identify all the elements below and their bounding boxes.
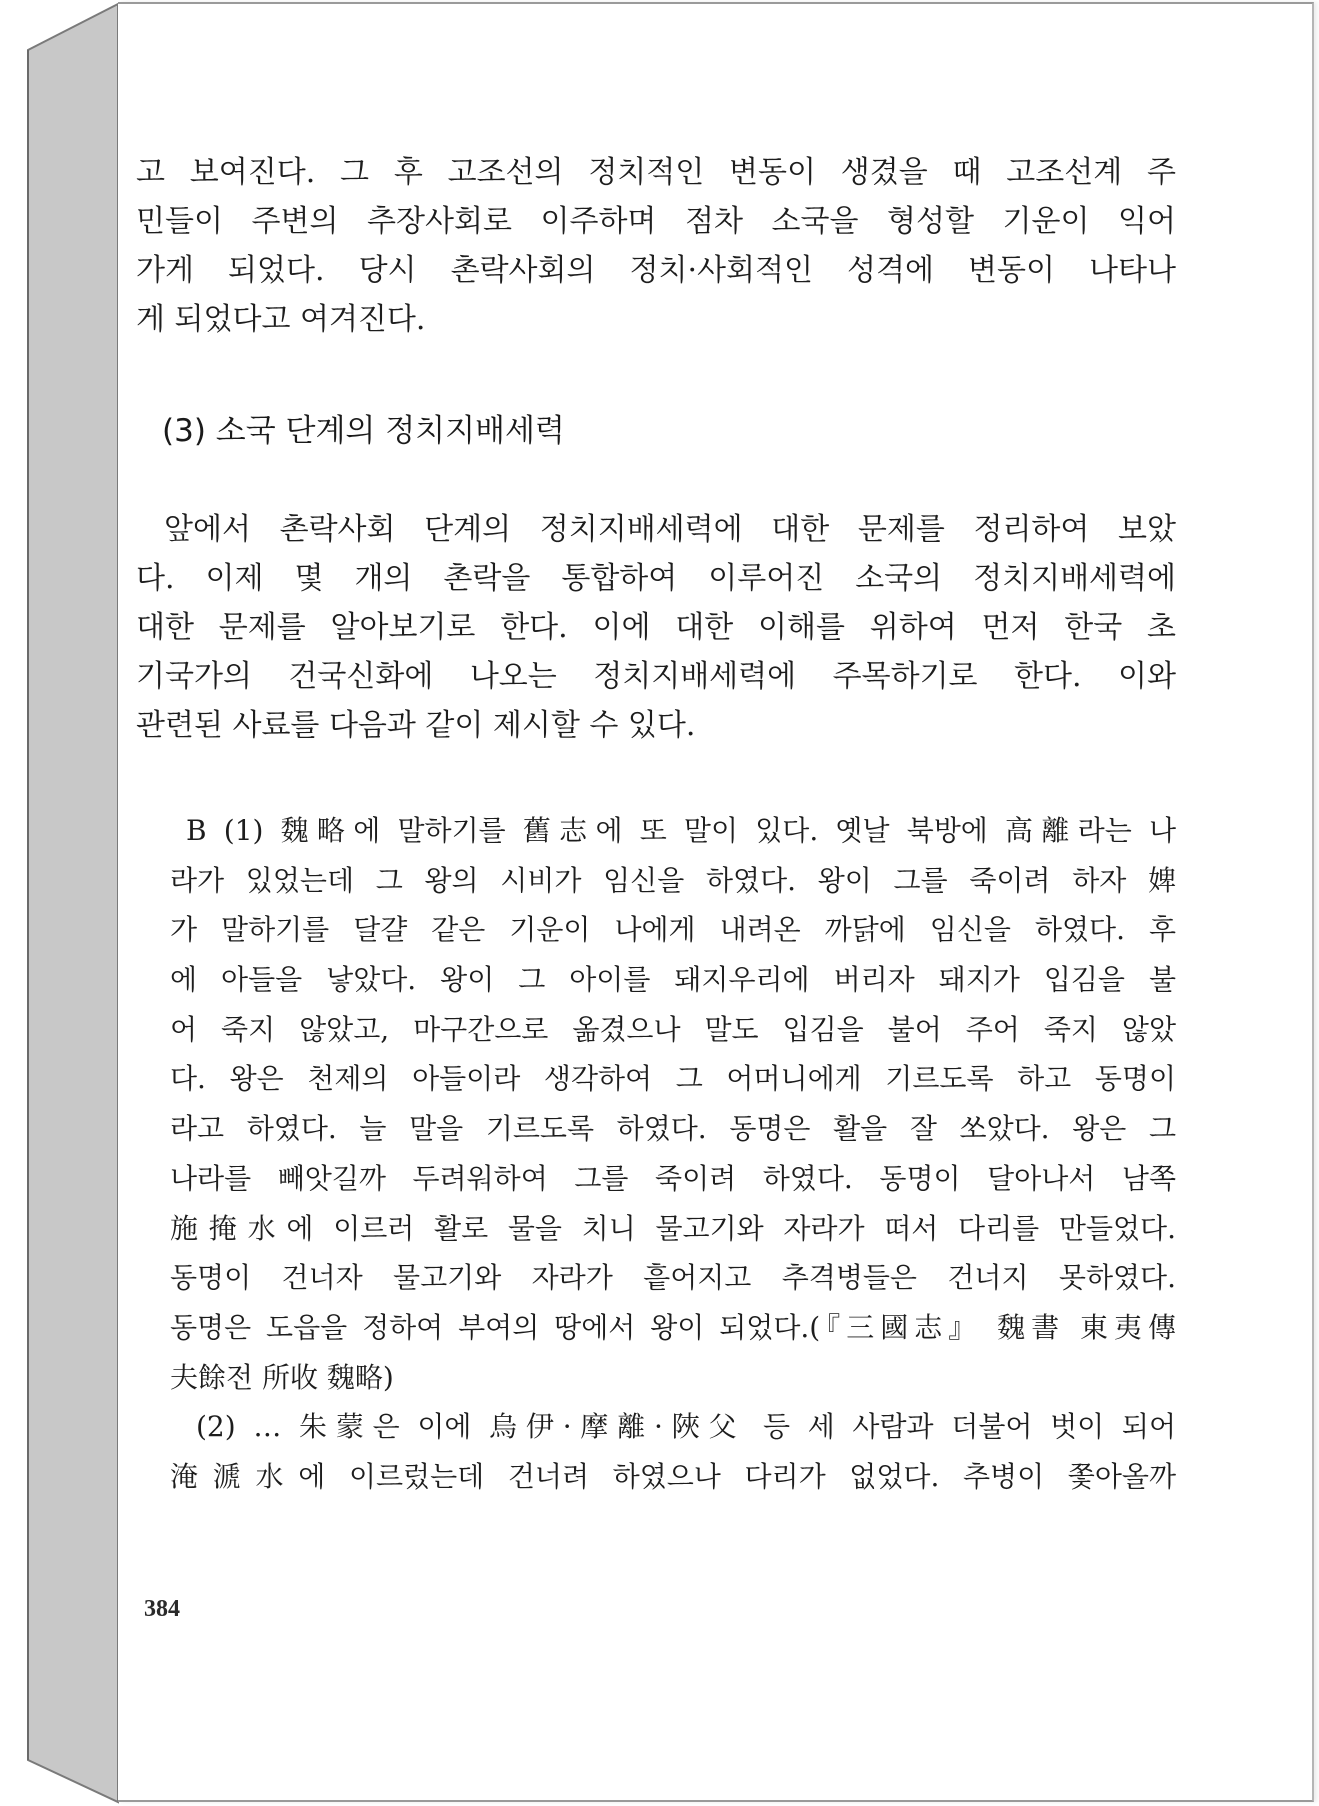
quote-line: 施掩水에 이르러 활로 물을 치니 물고기와 자라가 떠서 다리를 만들었다. [170, 1211, 1176, 1245]
intro-paragraph [136, 148, 1176, 344]
quote-line: 다. 왕은 천제의 아들이라 생각하여 그 어머니에게 기르도록 하고 동명이 [170, 1062, 1176, 1096]
book-spine [0, 0, 130, 1806]
text-line: 고 보여진다. 그 후 고조선의 정치적인 변동이 생겼을 때 고조선계 주 [136, 155, 1176, 190]
quote-line: B (1) 魏略에 말하기를 舊志에 또 말이 있다. 옛날 북방에 高離라는 나 [186, 814, 1176, 847]
quote-line: 동명은 도읍을 정하여 부여의 땅에서 왕이 되었다.(『三國志』 魏書 東夷傳 [170, 1310, 1176, 1344]
text-line: 관련된 사료를 다음과 같이 제시할 수 있다. [136, 708, 696, 743]
quote-line: 어 죽지 않았고, 마구간으로 옮겼으나 말도 입김을 불어 주어 죽지 않았 [170, 1012, 1176, 1046]
text-line: 게 되었다고 여겨진다. [136, 302, 426, 337]
body-paragraph [136, 505, 1176, 750]
text-line: 다. 이제 몇 개의 촌락을 통합하여 이루어진 소국의 정치지배세력에 [136, 561, 1176, 596]
quote-line: (2) … 朱蒙은 이에 烏伊·摩離·陜父 등 세 사람과 더불어 벗이 되어 [196, 1410, 1176, 1444]
quote-line: 淹㴲水에 이르렀는데 건너려 하였으나 다리가 없었다. 추병이 쫓아올까 [170, 1459, 1176, 1493]
section-heading: (3) 소국 단계의 정치지배세력 [162, 413, 565, 449]
text-line: 가게 되었다. 당시 촌락사회의 정치·사회적인 성격에 변동이 나타나 [136, 253, 1176, 288]
text-line: 기국가의 건국신화에 나오는 정치지배세력에 주목하기로 한다. 이와 [136, 659, 1176, 694]
quote-line: 나라를 빼앗길까 두려워하여 그를 죽이려 하였다. 동명이 달아나서 남쪽 [170, 1161, 1176, 1195]
text-line: 민들이 주변의 추장사회로 이주하며 점차 소국을 형성할 기운이 익어 [136, 204, 1176, 239]
quote-line: 에 아들을 낳았다. 왕이 그 아이를 돼지우리에 버리자 돼지가 입김을 불 [170, 963, 1176, 997]
quote-line: 라고 하였다. 늘 말을 기르도록 하였다. 동명은 활을 잘 쏘았다. 왕은 그 [170, 1112, 1176, 1146]
source-quotation [170, 806, 1176, 1502]
quote-line: 가 말하기를 달걀 같은 기운이 나에게 내려온 까닭에 임신을 하였다. 후 [170, 913, 1176, 947]
quote-line: 동명이 건너자 물고기와 자라가 흩어지고 추격병들은 건너지 못하였다. [170, 1261, 1176, 1295]
quote-line: 라가 있었는데 그 왕의 시비가 임신을 하였다. 왕이 그를 죽이려 하자 婢 [170, 863, 1176, 897]
text-line: 앞에서 촌락사회 단계의 정치지배세력에 대한 문제를 정리하여 보았 [164, 512, 1176, 547]
text-line: 대한 문제를 알아보기로 한다. 이에 대한 이해를 위하여 먼저 한국 초 [136, 610, 1176, 645]
page-number: 384 [144, 1596, 180, 1622]
quote-line: 夫餘전 所收 魏略) [170, 1360, 394, 1394]
